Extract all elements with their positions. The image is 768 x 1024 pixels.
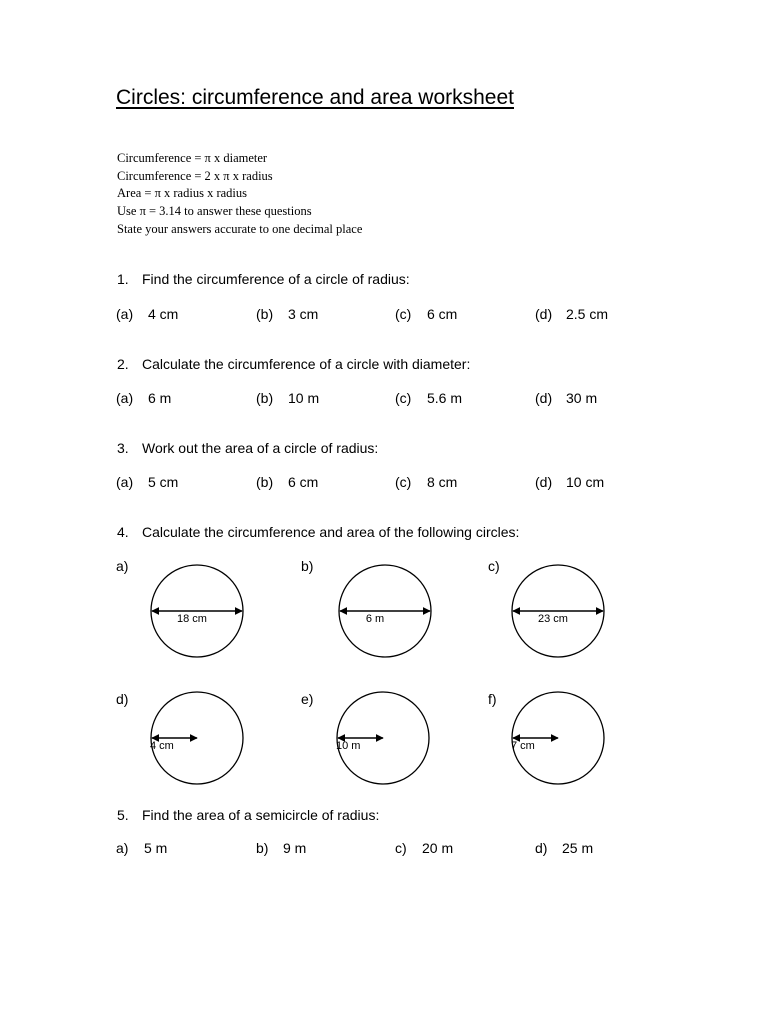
question-2-option-d-value: 30 m <box>566 390 598 406</box>
instruction-decimal-place: State your answers accurate to one decimal place <box>117 222 363 236</box>
question-5-option-b-value: 9 m <box>283 840 307 856</box>
question-1-option-a-value: 4 cm <box>148 306 179 322</box>
formula-circumference-diameter: Circumference = π x diameter <box>117 151 268 165</box>
question-2-option-b-letter: (b) <box>256 390 274 406</box>
formula-pi-value: Use π = 3.14 to answer these questions <box>117 204 312 218</box>
question-5-option-c-letter: c) <box>395 840 407 856</box>
question-1-option-a-letter: (a) <box>116 306 134 322</box>
question-5-option-a-letter: a) <box>116 840 129 856</box>
question-3-option-d-letter: (d) <box>535 474 553 490</box>
circle-a-diagram <box>151 565 243 657</box>
formula-circumference-radius: Circumference = 2 x π x radius <box>117 169 273 183</box>
question-2-option-c-value: 5.6 m <box>427 390 463 406</box>
question-5-option-c-value: 20 m <box>422 840 454 856</box>
circle-f-diagram <box>511 692 604 784</box>
circle-e-letter: e) <box>301 691 314 707</box>
question-3-option-c-letter: (c) <box>395 474 412 490</box>
question-2-option-d-letter: (d) <box>535 390 553 406</box>
question-1-option-b-value: 3 cm <box>288 306 319 322</box>
circle-d-diagram <box>150 692 243 784</box>
question-3-option-b-letter: (b) <box>256 474 274 490</box>
circle-a-letter: a) <box>116 558 129 574</box>
question-1-option-c-letter: (c) <box>395 306 412 322</box>
question-3-option-a-letter: (a) <box>116 474 134 490</box>
worksheet-title: Circles: circumference and area worksheet <box>116 86 514 109</box>
question-5-number: 5. <box>117 807 129 823</box>
question-1-text: Find the circumference of a circle of radius: <box>142 271 410 287</box>
question-3-option-b-value: 6 cm <box>288 474 319 490</box>
question-3-text: Work out the area of a circle of radius: <box>142 440 379 456</box>
circle-b-measure-label: 6 m <box>365 613 385 625</box>
question-1-option-d-letter: (d) <box>535 306 553 322</box>
question-1-option-c-value: 6 cm <box>427 306 458 322</box>
circle-b-diagram <box>339 565 431 657</box>
question-5-option-a-value: 5 m <box>144 840 168 856</box>
question-5-option-d-value: 25 m <box>562 840 594 856</box>
question-4-number: 4. <box>117 524 129 540</box>
question-2-option-a-value: 6 m <box>148 390 172 406</box>
circle-f-letter: f) <box>488 691 497 707</box>
question-2-text: Calculate the circumference of a circle with diameter: <box>142 356 471 372</box>
question-3-option-d-value: 10 cm <box>566 474 605 490</box>
question-5-option-b-letter: b) <box>256 840 269 856</box>
question-1-option-b-letter: (b) <box>256 306 274 322</box>
question-5-option-d-letter: d) <box>535 840 548 856</box>
circle-d-letter: d) <box>116 691 129 707</box>
question-4-text: Calculate the circumference and area of the following circles: <box>142 524 520 540</box>
question-2-number: 2. <box>117 356 129 372</box>
circle-b-letter: b) <box>301 558 314 574</box>
formula-area: Area = π x radius x radius <box>117 186 247 200</box>
circle-a-measure-label: 18 cm <box>177 613 207 625</box>
circle-c-diagram <box>512 565 604 657</box>
question-1-option-d-value: 2.5 cm <box>566 306 609 322</box>
question-3-option-c-value: 8 cm <box>427 474 458 490</box>
circle-e-diagram <box>336 692 429 784</box>
circle-d-measure-label: 4 cm <box>150 740 174 752</box>
question-2-option-a-letter: (a) <box>116 390 134 406</box>
question-1-number: 1. <box>117 271 129 287</box>
question-2-option-b-value: 10 m <box>288 390 320 406</box>
question-3-number: 3. <box>117 440 129 456</box>
question-3-option-a-value: 5 cm <box>148 474 179 490</box>
question-5-text: Find the area of a semicircle of radius: <box>142 807 380 823</box>
question-2-option-c-letter: (c) <box>395 390 412 406</box>
circle-c-letter: c) <box>488 558 500 574</box>
circle-e-measure-label: 10 m <box>336 740 361 752</box>
circle-c-measure-label: 23 cm <box>538 613 568 625</box>
circle-f-measure-label: 7 cm <box>511 740 535 752</box>
